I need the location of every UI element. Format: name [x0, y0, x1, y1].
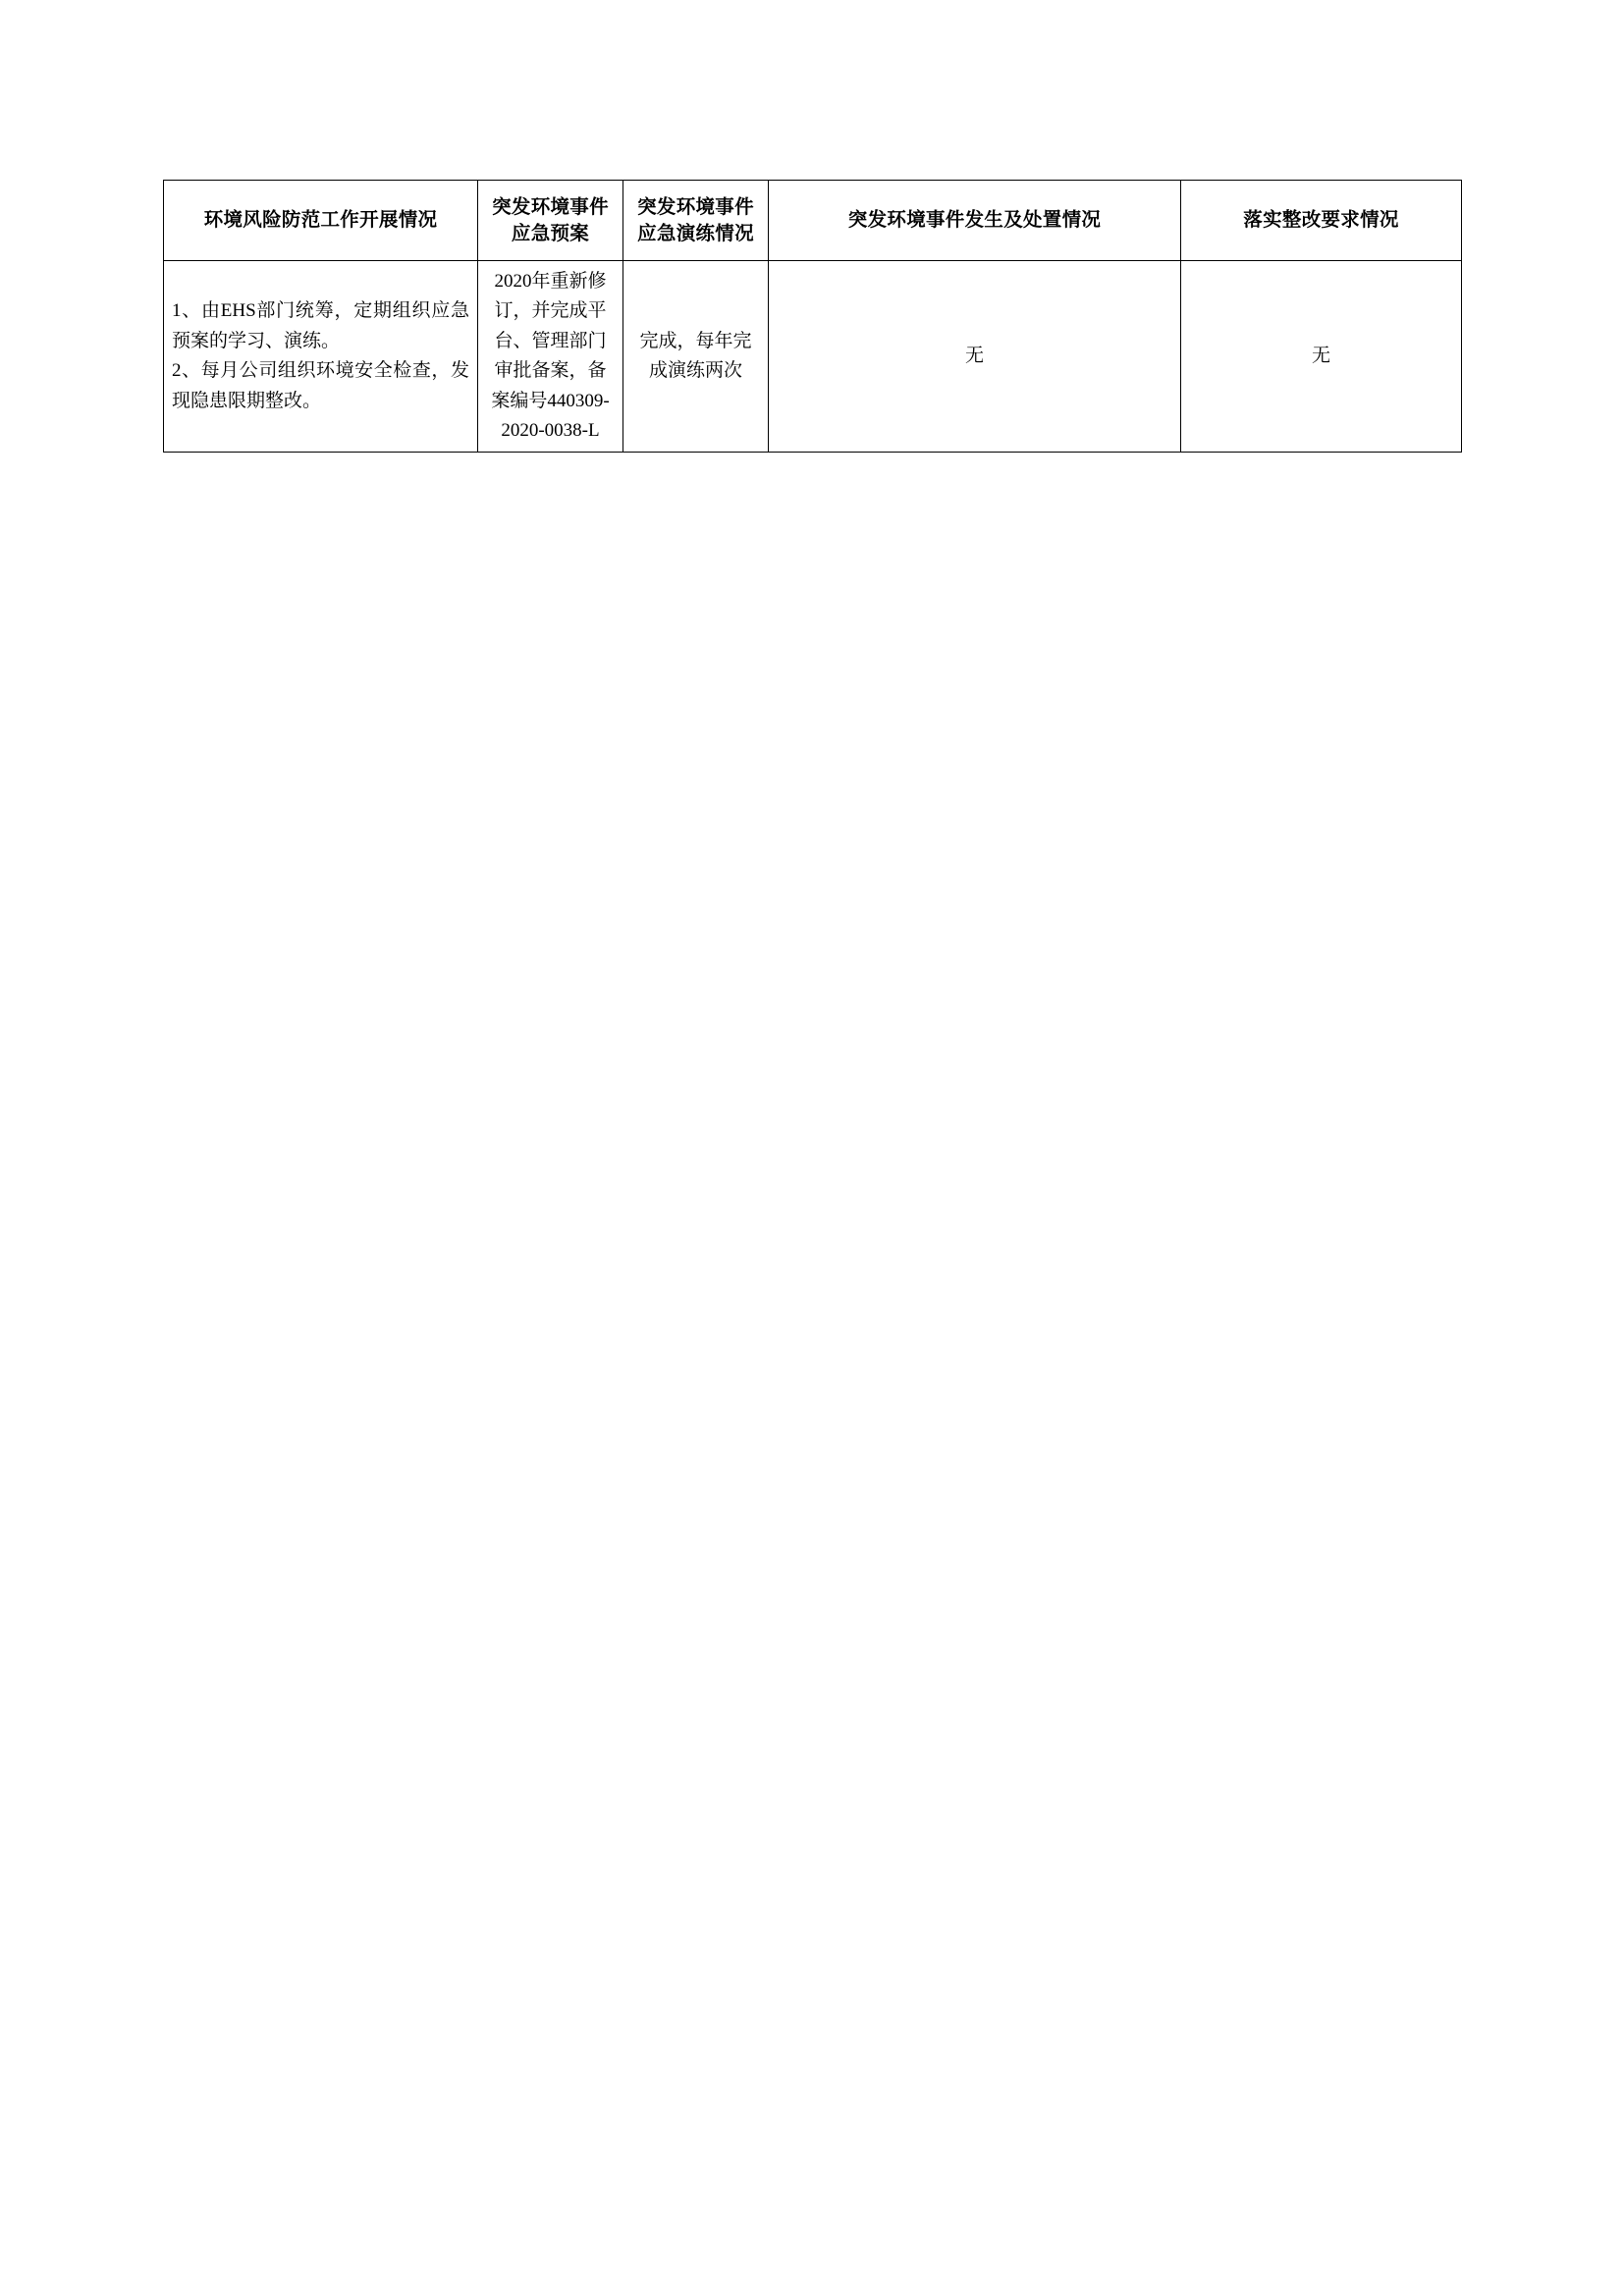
- table-row: [164, 261, 1462, 453]
- header-cell-risk-prevention: 环境风险防范工作开展情况: [164, 181, 478, 261]
- cell-drill-status: 完成，每年完成演练两次: [623, 261, 769, 453]
- cell-incident-status: 无: [769, 261, 1181, 453]
- header-cell-drill-status: 突发环境事件应急演练情况: [623, 181, 769, 261]
- cell-risk-prevention: [164, 261, 478, 453]
- table-header-row: [164, 181, 1462, 261]
- header-cell-emergency-plan: 突发环境事件应急预案: [478, 181, 623, 261]
- environmental-risk-table: [163, 180, 1462, 453]
- header-cell-incident-status: 突发环境事件发生及处置情况: [769, 181, 1181, 261]
- header-cell-rectification-status: 落实整改要求情况: [1181, 181, 1462, 261]
- cell-emergency-plan: 2020年重新修订，并完成平台、管理部门审批备案，备案编号440309-2020-0038-L: [478, 261, 623, 453]
- risk-prevention-line-2: 2、每月公司组织环境安全检查，发现隐患限期整改。: [172, 360, 469, 411]
- cell-rectification-status: 无: [1181, 261, 1462, 453]
- risk-prevention-line-1: 1、由EHS部门统筹，定期组织应急预案的学习、演练。: [172, 300, 469, 351]
